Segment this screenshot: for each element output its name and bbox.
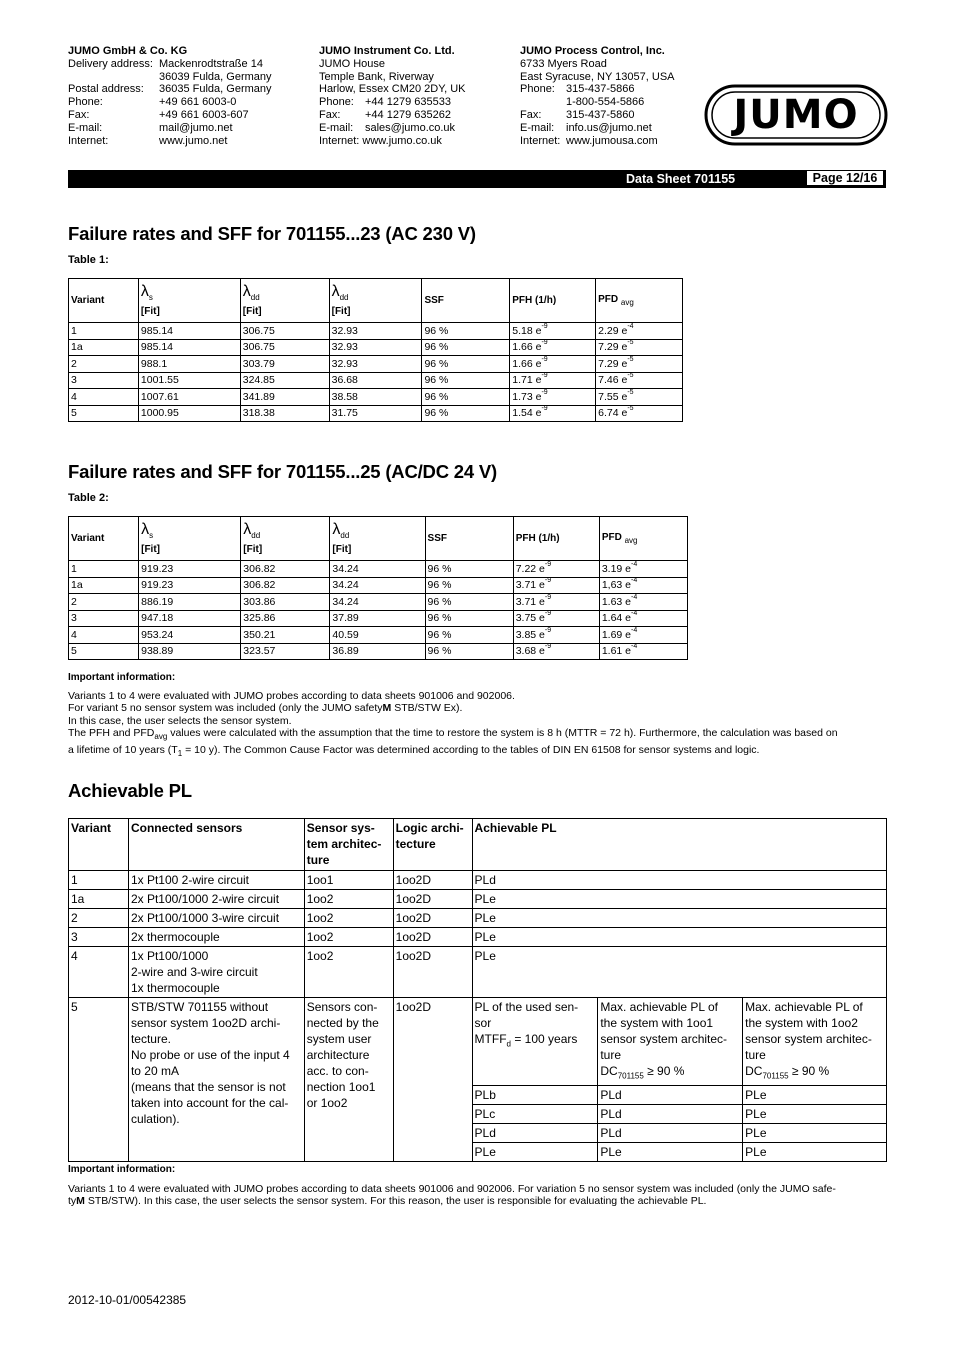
table-cell: 2.29 $e^{-4}$: [596, 323, 683, 340]
table-cell: PLd: [598, 1105, 743, 1124]
unit-label: [Fit]: [140, 306, 160, 318]
datasheet-label: Data Sheet 701155: [626, 172, 736, 186]
contact-key: Phone:: [319, 96, 354, 109]
table-cell: 1: [69, 871, 129, 890]
contact-value: +44 1279 635262: [365, 108, 451, 121]
header-lambda: [240, 279, 329, 323]
table-cell: 1: [69, 561, 139, 578]
table-cell: 1oo2D: [393, 928, 472, 947]
table-cell: PLd: [598, 1124, 743, 1143]
table-cell: 303.86: [241, 594, 330, 611]
table-cell: 96 %: [425, 643, 513, 660]
jumo-logo: [704, 84, 888, 146]
contact-value: 315-437-5860: [566, 108, 635, 121]
header-col-3: [520, 45, 700, 147]
table-cell: PLe: [743, 1086, 887, 1105]
header-lambda: [139, 517, 241, 561]
table-cell: PLe: [472, 1143, 598, 1162]
table-cell: 1oo2D: [393, 871, 472, 890]
table-row: [69, 610, 688, 627]
table-row: [69, 627, 688, 644]
table-cell: 2: [69, 594, 139, 611]
section-title: Failure rates and SFF for 701155...23 (AC 230 V): [68, 223, 476, 244]
table-cell: 4: [69, 627, 139, 644]
table-cell: PLe: [472, 947, 886, 998]
contact-key: E-mail:: [520, 121, 555, 134]
contact-value: www.jumo.net: [159, 134, 228, 147]
contact-row: [68, 135, 298, 148]
table-cell: 2: [69, 909, 129, 928]
table-row: [69, 594, 688, 611]
contact-value: 1-800-554-5866: [566, 96, 645, 109]
table-cell: 3.68 $e^{-9}$: [513, 643, 599, 660]
info-line: The PFH and $PFD_{avg}$ values were calculated with the assumption that the time to restore the system is 8 h (MTTR = 72 h). Furthermore, the calculation was based on: [68, 727, 838, 742]
table-cell: 4: [69, 389, 139, 406]
section-title: Achievable PL: [68, 780, 192, 801]
header-cell: Variant: [69, 819, 129, 871]
info-line: a lifetime of 10 years ($T_1 = 10$ y). The Common Cause Factor was determined according to the tables of DIN EN 61508 for sensor systems and logic.: [68, 744, 760, 759]
header-ssf: SSF: [422, 279, 510, 323]
table-cell: 1oo2: [304, 928, 393, 947]
table-cell: 96 %: [425, 577, 513, 594]
table-caption: Table 1:: [68, 254, 109, 266]
table-cell: 7.29 $e^{-5}$: [596, 339, 683, 356]
table-cell: 36.89: [330, 643, 425, 660]
table-row: [69, 947, 887, 998]
table-cell: PLb: [472, 1086, 598, 1105]
contact-row: [68, 58, 298, 71]
failure-rate-table-1: [68, 278, 683, 422]
header-variant: Variant: [69, 517, 139, 561]
table-cell: Sensors con- nected by the system user architecture acc. to con- nection 1oo1 or 1oo2: [304, 998, 393, 1162]
page-number: Page 12/16: [806, 170, 884, 186]
company-name: JUMO Instrument Co. Ltd.: [319, 45, 455, 57]
table-cell: 1: [69, 323, 139, 340]
unit-label: [Fit]: [332, 544, 352, 556]
table-cell: 1.66 $e^{-9}$: [510, 356, 596, 373]
unit-label: [Fit]: [141, 544, 160, 556]
table-cell: 318.38: [240, 405, 329, 422]
table-cell: 7.29 $e^{-5}$: [596, 356, 683, 373]
internet-line[interactable]: Internet: www.jumo.co.uk: [319, 134, 442, 147]
contact-row: [520, 109, 700, 122]
table-cell: 1oo2: [304, 947, 393, 998]
address-line: East Syracuse, NY 13057, USA: [520, 70, 675, 83]
header-cell: Achievable PL: [472, 819, 886, 871]
table-cell: 1,63 $e^{-4}$: [599, 577, 687, 594]
contact-key: Delivery address:: [68, 57, 153, 70]
table-row: [69, 323, 683, 340]
contact-row: [520, 83, 700, 96]
contact-row: [68, 109, 298, 122]
table-cell: 31.75: [329, 405, 422, 422]
table-cell: 5.18 $e^{-9}$: [510, 323, 596, 340]
header-ssf: SSF: [425, 517, 513, 561]
table-cell: 324.85: [240, 372, 329, 389]
table-row: [69, 389, 683, 406]
table-cell: 1a: [69, 890, 129, 909]
contact-row: [319, 109, 519, 122]
table-cell: 306.82: [241, 577, 330, 594]
lambda-symbol: $\lambda_s$: [141, 520, 154, 541]
contact-row: [68, 122, 298, 135]
table-cell: Max. achievable PL of the system with 1oo2 sensor system architec- ture $DC_{701155} \ge 90$ %: [743, 998, 887, 1086]
table-cell: 38.58: [329, 389, 422, 406]
table-cell: 5: [69, 998, 129, 1162]
contact-row: [68, 96, 298, 109]
table-cell: 7.46 $e^{-5}$: [596, 372, 683, 389]
contact-key: Postal address:: [68, 83, 144, 96]
table-row: [69, 339, 683, 356]
table-cell: 36.68: [329, 372, 422, 389]
header-pfh: PFH (1/h): [513, 517, 599, 561]
table-cell: 1oo2D: [393, 909, 472, 928]
table-cell: 1.63 $e^{-4}$: [599, 594, 687, 611]
table-cell: 919.23: [139, 577, 241, 594]
table-cell: 1.73 $e^{-9}$: [510, 389, 596, 406]
table-cell: 1.61 $e^{-4}$: [599, 643, 687, 660]
table-cell: 1001.55: [138, 372, 240, 389]
table-cell: 3: [69, 928, 129, 947]
contact-value: 36039 Fulda, Germany: [159, 70, 272, 83]
table-row: [69, 998, 887, 1086]
address-line: 6733 Myers Road: [520, 57, 607, 70]
contact-value: +49 661 6003-0: [159, 96, 237, 109]
contact-key: Fax:: [319, 108, 341, 121]
header-lambda: [241, 517, 330, 561]
table-cell: 1a: [69, 339, 139, 356]
header-cell: Connected sensors: [128, 819, 304, 871]
info-line: Variants 1 to 4 were evaluated with JUMO probes according to data sheets 901006 and 902006.: [68, 689, 515, 702]
table-cell: 919.23: [139, 561, 241, 578]
section-title: Failure rates and SFF for 701155...25 (AC/DC 24 V): [68, 461, 498, 482]
contact-key: [520, 96, 566, 109]
table-cell: 96 %: [425, 594, 513, 611]
table-cell: 6.74 $e^{-5}$: [596, 405, 683, 422]
table-cell: 4: [69, 947, 129, 998]
contact-row: [520, 122, 700, 135]
table-cell: 5: [69, 405, 139, 422]
table-cell: 1oo2D: [393, 947, 472, 998]
header-col-2: [319, 45, 519, 147]
table-cell: 32.93: [329, 323, 422, 340]
table-cell: 3.71 $e^{-9}$: [513, 594, 599, 611]
lambda-symbol: $\lambda_{dd}$: [242, 282, 260, 303]
table-row: [69, 909, 887, 928]
lambda-symbol: $\lambda_s$: [140, 282, 153, 303]
table-cell: 96 %: [422, 339, 510, 356]
footer-doc-id: 2012-10-01/00542385: [68, 1293, 187, 1307]
table-cell: 341.89: [240, 389, 329, 406]
unit-label: [Fit]: [243, 544, 263, 556]
table-cell: 1007.61: [138, 389, 240, 406]
info-line: tyM STB/STW). In this case, the user selects the sensor system. For this reason, the user is responsible for evaluating the achievable PL.: [68, 1195, 707, 1208]
table-cell: 1.69 $e^{-4}$: [599, 627, 687, 644]
table-cell: 96 %: [422, 389, 510, 406]
contact-key: Phone:: [520, 83, 555, 96]
table-cell: PLe: [472, 928, 886, 947]
table-cell: 1000.95: [138, 405, 240, 422]
info-line: For variant 5 no sensor system was included (only the JUMO safetyM STB/STW Ex).: [68, 702, 463, 715]
table-cell: 1.71 $e^{-9}$: [510, 372, 596, 389]
contact-value: +49 661 6003-607: [159, 108, 249, 121]
table-header-row: [69, 517, 688, 561]
table-cell: 96 %: [422, 372, 510, 389]
table-cell: 1x Pt100/1000 2-wire and 3-wire circuit 1x thermocouple: [128, 947, 304, 998]
table-cell: 7.55 $e^{-5}$: [596, 389, 683, 406]
table-cell: 34.24: [330, 594, 425, 611]
table-cell: 985.14: [138, 339, 240, 356]
table-cell: 32.93: [329, 339, 422, 356]
important-info-1: [68, 672, 888, 761]
contact-value: 315-437-5866: [566, 83, 635, 96]
header-lambda: [330, 517, 425, 561]
table-cell: 34.24: [330, 561, 425, 578]
header-pfd: PFD $_{avg}$: [596, 279, 683, 323]
table-cell: PL of the used sen- sor $MTFF_d = 100$ years: [472, 998, 598, 1086]
failure-rate-table-2: [68, 516, 688, 660]
contact-row: [319, 96, 519, 109]
contact-key: E-mail:: [68, 121, 103, 134]
address-line: Temple Bank, Riverway: [319, 70, 434, 83]
table-cell: 3.75 $e^{-9}$: [513, 610, 599, 627]
table-cell: PLe: [598, 1143, 743, 1162]
table-cell: PLd: [598, 1086, 743, 1105]
address-line: JUMO House: [319, 57, 386, 70]
table-cell: PLd: [472, 871, 886, 890]
table-cell: 3.85 $e^{-9}$: [513, 627, 599, 644]
table-cell: 3.71 $e^{-9}$: [513, 577, 599, 594]
table-cell: 1oo2: [304, 909, 393, 928]
header-cell: Logic archi- tecture: [393, 819, 472, 871]
contact-row: [68, 71, 298, 84]
table-cell: 988.1: [138, 356, 240, 373]
table-cell: 2x Pt100/1000 3-wire circuit: [128, 909, 304, 928]
important-info-2: [68, 1164, 888, 1208]
contact-value: info.us@jumo.net: [566, 121, 652, 134]
header-cell: Sensor sys- tem architec- ture: [304, 819, 393, 871]
table-row: [69, 577, 688, 594]
achievable-pl-table: [68, 818, 887, 1162]
table-cell: PLd: [472, 1124, 598, 1143]
header-variant: Variant: [69, 279, 139, 323]
table-cell: 306.75: [240, 339, 329, 356]
company-name: JUMO Process Control, Inc.: [520, 45, 665, 57]
table-cell: 1oo2D: [393, 890, 472, 909]
table-row: [69, 561, 688, 578]
table-cell: 985.14: [138, 323, 240, 340]
table-cell: 1oo1: [304, 871, 393, 890]
table-cell: 7.22 $e^{-9}$: [513, 561, 599, 578]
table-cell: PLe: [472, 909, 886, 928]
table-cell: 306.82: [241, 561, 330, 578]
table-cell: 3.19 $e^{-4}$: [599, 561, 687, 578]
header-col-1: [68, 45, 298, 147]
contact-value: mail@jumo.net: [159, 121, 233, 134]
table-cell: PLe: [743, 1105, 887, 1124]
table-cell: 1.64 $e^{-4}$: [599, 610, 687, 627]
contact-key: Phone:: [68, 96, 103, 109]
table-cell: PLc: [472, 1105, 598, 1124]
table-cell: 37.89: [330, 610, 425, 627]
table-cell: 96 %: [422, 356, 510, 373]
table-cell: 306.75: [240, 323, 329, 340]
table-cell: 34.24: [330, 577, 425, 594]
contact-key: Internet:: [520, 134, 561, 147]
table-row: [69, 356, 683, 373]
table-cell: 1oo2: [304, 890, 393, 909]
table-cell: STB/STW 701155 without sensor system 1oo2D archi- tecture. No probe or use of the input 4 to 20 mA (means that the sensor is not taken into account for the cal- culation).: [128, 998, 304, 1162]
address-line: Harlow, Essex CM20 2DY, UK: [319, 83, 466, 96]
company-name: JUMO GmbH & Co. KG: [68, 45, 188, 57]
table-cell: 40.59: [330, 627, 425, 644]
table-cell: 323.57: [241, 643, 330, 660]
contact-value: www.jumousa.com: [566, 134, 658, 147]
table-caption: Table 2:: [68, 492, 109, 504]
contact-value: +44 1279 635533: [365, 96, 451, 109]
contact-value: sales@jumo.co.uk: [365, 121, 456, 134]
unit-label: [Fit]: [331, 306, 351, 318]
table-cell: 3: [69, 610, 139, 627]
important-heading: Important information:: [68, 672, 176, 683]
contact-row: [520, 135, 700, 148]
table-cell: 947.18: [139, 610, 241, 627]
table-cell: 2: [69, 356, 139, 373]
table-header-row: [69, 279, 683, 323]
table-cell: 96 %: [425, 610, 513, 627]
header-lambda: [138, 279, 240, 323]
datasheet-bar: [68, 170, 886, 188]
table-cell: 32.93: [329, 356, 422, 373]
table-row: [69, 643, 688, 660]
table-row: [69, 928, 887, 947]
table-cell: 938.89: [139, 643, 241, 660]
table-cell: 325.86: [241, 610, 330, 627]
table-cell: PLe: [472, 890, 886, 909]
table-row: [69, 890, 887, 909]
table-row: [69, 372, 683, 389]
contact-value: Mackenrodtstraße 14: [159, 57, 263, 70]
logo-text: JUMO: [733, 92, 859, 138]
table-cell: 886.19: [139, 594, 241, 611]
info-line: In this case, the user selects the sensor system.: [68, 714, 292, 727]
important-heading: Important information:: [68, 1164, 176, 1175]
table-cell: PLe: [743, 1124, 887, 1143]
header-lambda: [329, 279, 422, 323]
table-row: [69, 871, 887, 890]
contact-key: [68, 71, 159, 84]
contact-key: E-mail:: [319, 121, 354, 134]
lambda-symbol: $\lambda_{dd}$: [332, 520, 350, 541]
contact-row: [68, 83, 298, 96]
info-line: Variants 1 to 4 were evaluated with JUMO probes according to data sheets 901006 and 902006. For variation 5 no sensor system was included (only the JUMO safe-: [68, 1182, 836, 1195]
contact-key: Fax:: [520, 108, 542, 121]
table-cell: 96 %: [425, 561, 513, 578]
table-cell: 303.79: [240, 356, 329, 373]
table-cell: 3: [69, 372, 139, 389]
table-cell: 2x thermocouple: [128, 928, 304, 947]
table-cell: 350.21: [241, 627, 330, 644]
table-cell: Max. achievable PL of the system with 1oo1 sensor system architec- ture $DC_{701155} \ge 90$ %: [598, 998, 743, 1086]
contact-row: [319, 122, 519, 135]
header-pfd: PFD $_{avg}$: [599, 517, 687, 561]
contact-value: 36035 Fulda, Germany: [159, 83, 272, 96]
table-cell: 2x Pt100/1000 2-wire circuit: [128, 890, 304, 909]
lambda-symbol: $\lambda_{dd}$: [331, 282, 349, 303]
lambda-symbol: $\lambda_{dd}$: [243, 520, 261, 541]
unit-label: [Fit]: [242, 306, 262, 318]
table-cell: 96 %: [422, 323, 510, 340]
table-cell: 96 %: [422, 405, 510, 422]
table-header-row: [69, 819, 887, 871]
table-cell: 1oo2D: [393, 998, 472, 1162]
table-cell: 1.66 $e^{-9}$: [510, 339, 596, 356]
table-cell: 1x Pt100 2-wire circuit: [128, 871, 304, 890]
table-cell: 5: [69, 643, 139, 660]
table-cell: 1a: [69, 577, 139, 594]
contact-key: Internet:: [68, 134, 109, 147]
table-cell: PLe: [743, 1143, 887, 1162]
contact-row: [520, 96, 700, 109]
contact-key: Fax:: [68, 108, 90, 121]
header-pfh: PFH (1/h): [510, 279, 596, 323]
table-row: [69, 405, 683, 422]
table-cell: 953.24: [139, 627, 241, 644]
table-cell: 1.54 $e^{-9}$: [510, 405, 596, 422]
table-cell: 96 %: [425, 627, 513, 644]
